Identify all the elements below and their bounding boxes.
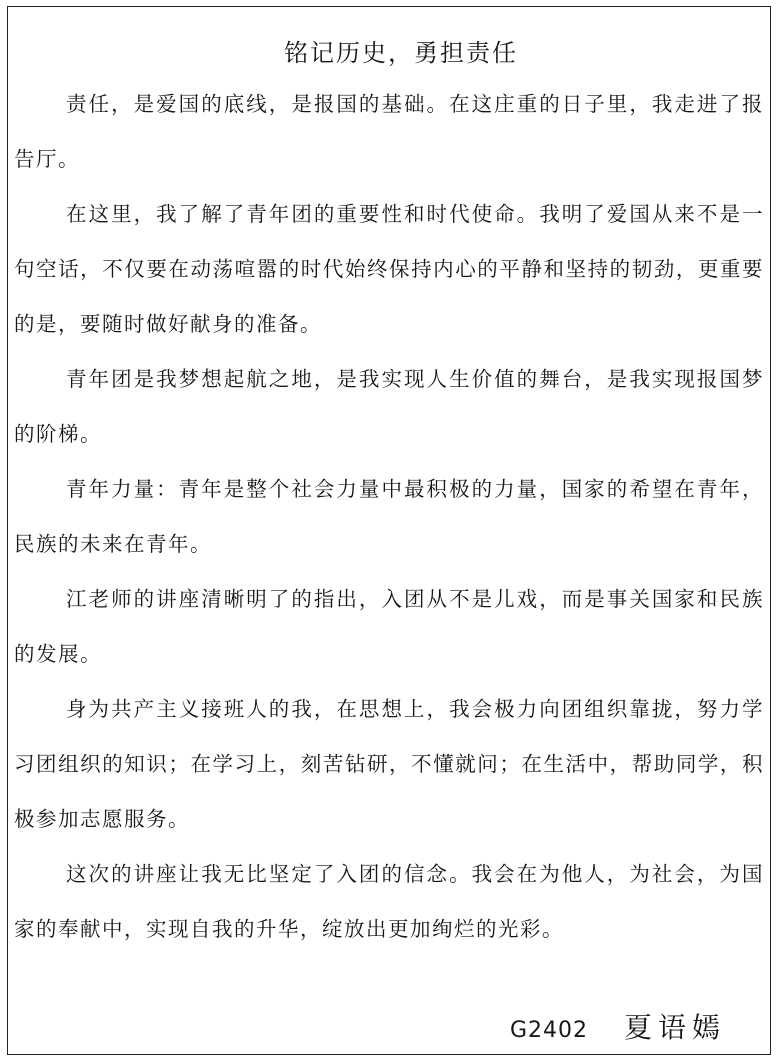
class-code: G2402: [509, 1018, 588, 1043]
paragraph-4: 青年力量：青年是整个社会力量中最积极的力量，国家的希望在青年，民族的未来在青年。: [14, 477, 764, 556]
author-name: 夏语嫣: [623, 1011, 726, 1044]
paragraph-5: 江老师的讲座清晰明了的指出，入团从不是儿戏，而是事关国家和民族的发展。: [14, 587, 764, 666]
paragraph-6: 身为共产主义接班人的我，在思想上，我会极力向团组织靠拢，努力学习团组织的知识；在学习上，刻苦钻研，不懂就问；在生活中，帮助同学，积极参加志愿服务。: [14, 697, 764, 831]
paragraph-3: 青年团是我梦想起航之地，是我实现人生价值的舞台，是我实现报国梦的阶梯。: [14, 367, 764, 446]
paragraph-2: 在这里，我了解了青年团的重要性和时代使命。我明了爱国从来不是一句空话，不仅要在动荡喧嚣的时代始终保持内心的平静和坚持的韧劲，更重要的是，要随时做好献身的准备。: [14, 202, 764, 336]
signature-block: [510, 1006, 726, 1046]
paragraph-7: 这次的讲座让我无比坚定了入团的信念。我会在为他人，为社会，为国家的奉献中，实现自我的升华，绽放出更加绚烂的光彩。: [14, 862, 764, 941]
essay-body: [14, 77, 764, 957]
paragraph-1: 责任，是爱国的底线，是报国的基础。在这庄重的日子里，我走进了报告厅。: [14, 92, 764, 171]
essay-sheet: [7, 6, 771, 1055]
essay-title: 铭记历史，勇担责任: [284, 39, 518, 67]
